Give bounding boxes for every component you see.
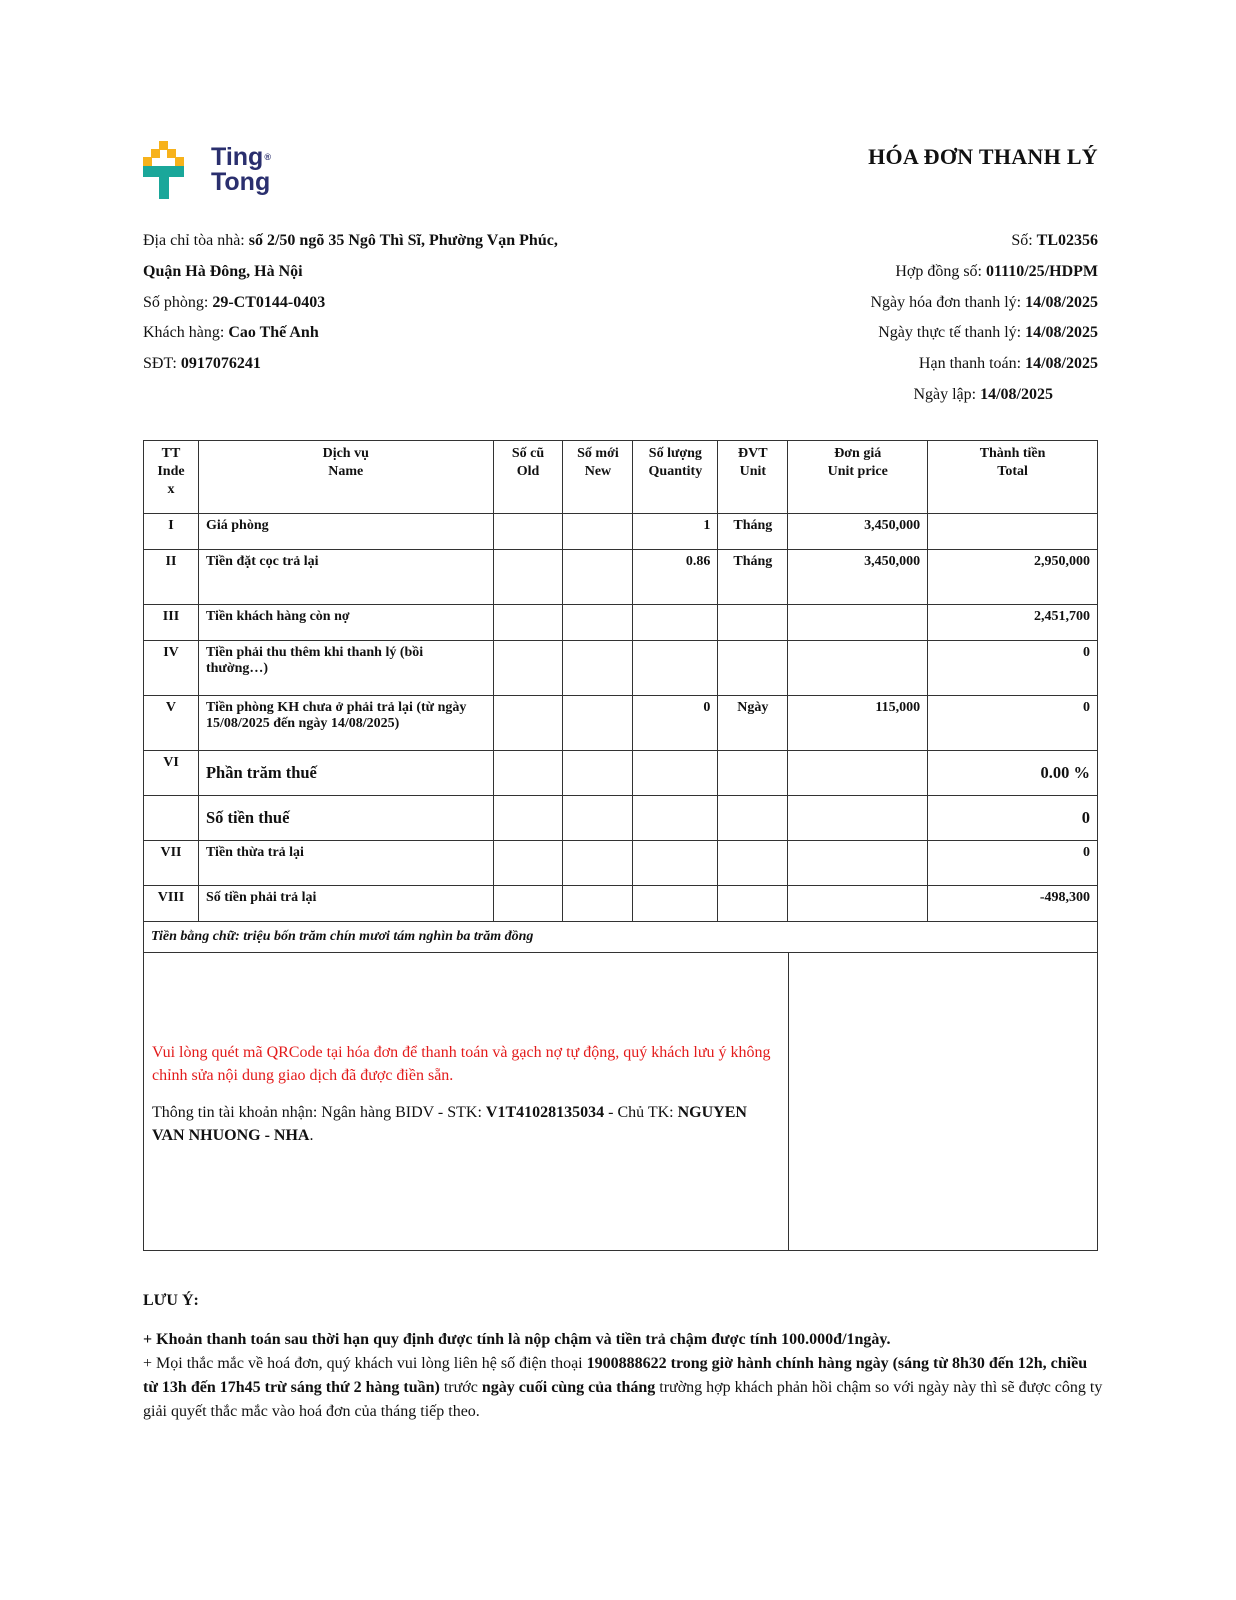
header-new: Số mới New: [563, 441, 633, 514]
bank-account-info: Thông tin tài khoản nhận: Ngân hàng BIDV - STK: V1T41028135034 - Chủ TK: NGUYEN VAN NHUONG - NHA.: [152, 1104, 747, 1144]
table-row: VII Tiền thừa trả lại 0: [144, 841, 1098, 886]
logo-pixel-icon: [143, 141, 205, 203]
phone-line: SĐT: 0917076241: [143, 355, 261, 373]
actual-date: Ngày thực tế thanh lý: 14/08/2025: [878, 324, 1098, 342]
header-unit: ĐVT Unit: [718, 441, 788, 514]
invoice-meta: [870, 226, 1098, 411]
header-old: Số cũ Old: [493, 441, 563, 514]
amount-in-words-row: [144, 922, 1098, 953]
address-line-2: Quận Hà Đông, Hà Nội: [143, 262, 303, 280]
notes-title: LƯU Ý:: [143, 1292, 199, 1309]
due-date: Hạn thanh toán: 14/08/2025: [918, 355, 1098, 373]
table-row: II Tiền đặt cọc trả lại 0.86 Tháng 3,450,000 2,950,000: [144, 550, 1098, 605]
amount-in-words: Tiền bằng chữ: triệu bốn trăm chín mươi tám nghìn ba trăm đồng: [144, 922, 1098, 953]
payment-info-panel: [144, 953, 789, 1250]
address-line: Địa chỉ tòa nhà: số 2/50 ngõ 35 Ngô Thì Sĩ, Phường Vạn Phúc,: [143, 232, 558, 249]
table-row: Số tiền thuế 0: [144, 796, 1098, 841]
invoice-table: [143, 440, 1098, 953]
customer-line: Khách hàng: Cao Thế Anh: [143, 324, 319, 342]
table-row: III Tiền khách hàng còn nợ 2,451,700: [144, 605, 1098, 641]
payment-box: [143, 953, 1098, 1251]
table-header: [144, 441, 1098, 514]
logo-text: Ting® Tong: [211, 143, 271, 196]
contract-number: Hợp đồng số: 01110/25/HDPM: [895, 262, 1098, 280]
note-contact: + Mọi thắc mắc về hoá đơn, quý khách vui lòng liên hệ số điện thoại 1900888622 trong giờ hành chính hàng ngày (sáng từ 8h30 đến 12h, chiều từ 13h đến 17h45 trừ sáng thứ 2 hàng tuần) trước ngày cuối cùng của tháng trường hợp khách phản hồi chậm so với ngày này thì sẽ được công ty giải quyết thắc mắc vào hoá đơn của tháng tiếp theo.: [143, 1355, 1103, 1420]
building-info: [143, 226, 558, 380]
header-quantity: Số lượng Quantity: [633, 441, 718, 514]
qr-code-area: [789, 953, 1097, 1250]
table-row: IV Tiền phải thu thêm khi thanh lý (bồi thường…) 0: [144, 641, 1098, 696]
header-name: Dịch vụ Name: [198, 441, 493, 514]
table-row: V Tiền phòng KH chưa ở phải trả lại (từ ngày 15/08/2025 đến ngày 14/08/2025) 0 Ngày 115,000 0: [144, 696, 1098, 751]
header-index: TT Inde x: [144, 441, 199, 514]
room-line: Số phòng: 29-CT0144-0403: [143, 293, 326, 311]
created-date: Ngày lập: 14/08/2025: [913, 385, 1053, 403]
header-total: Thành tiền Total: [928, 441, 1098, 514]
notes: [143, 1328, 1103, 1424]
table-row: VIII Số tiền phải trả lại -498,300: [144, 886, 1098, 922]
note-late-payment: + Khoản thanh toán sau thời hạn quy định được tính là nộp chậm và tiền trả chậm được tính 100.000đ/1ngày.: [143, 1331, 891, 1348]
header-unit-price: Đơn giá Unit price: [788, 441, 928, 514]
account-holder: NGUYEN VAN NHUONG - NHA: [152, 1104, 747, 1144]
invoice-date: Ngày hóa đơn thanh lý: 14/08/2025: [870, 293, 1098, 311]
qr-notice: Vui lòng quét mã QRCode tại hóa đơn để thanh toán và gạch nợ tự động, quý khách lưu ý không chỉnh sửa nội dung giao dịch đã được điền sẵn.: [152, 1044, 771, 1084]
table-row: I Giá phòng 1 Tháng 3,450,000: [144, 514, 1098, 550]
tingtong-logo: [143, 141, 283, 201]
document-title: HÓA ĐƠN THANH LÝ: [868, 144, 1098, 169]
account-number: V1T41028135034: [485, 1104, 605, 1121]
invoice-number: Số: TL02356: [1011, 232, 1098, 249]
table-row: VI Phần trăm thuế 0.00 %: [144, 751, 1098, 796]
